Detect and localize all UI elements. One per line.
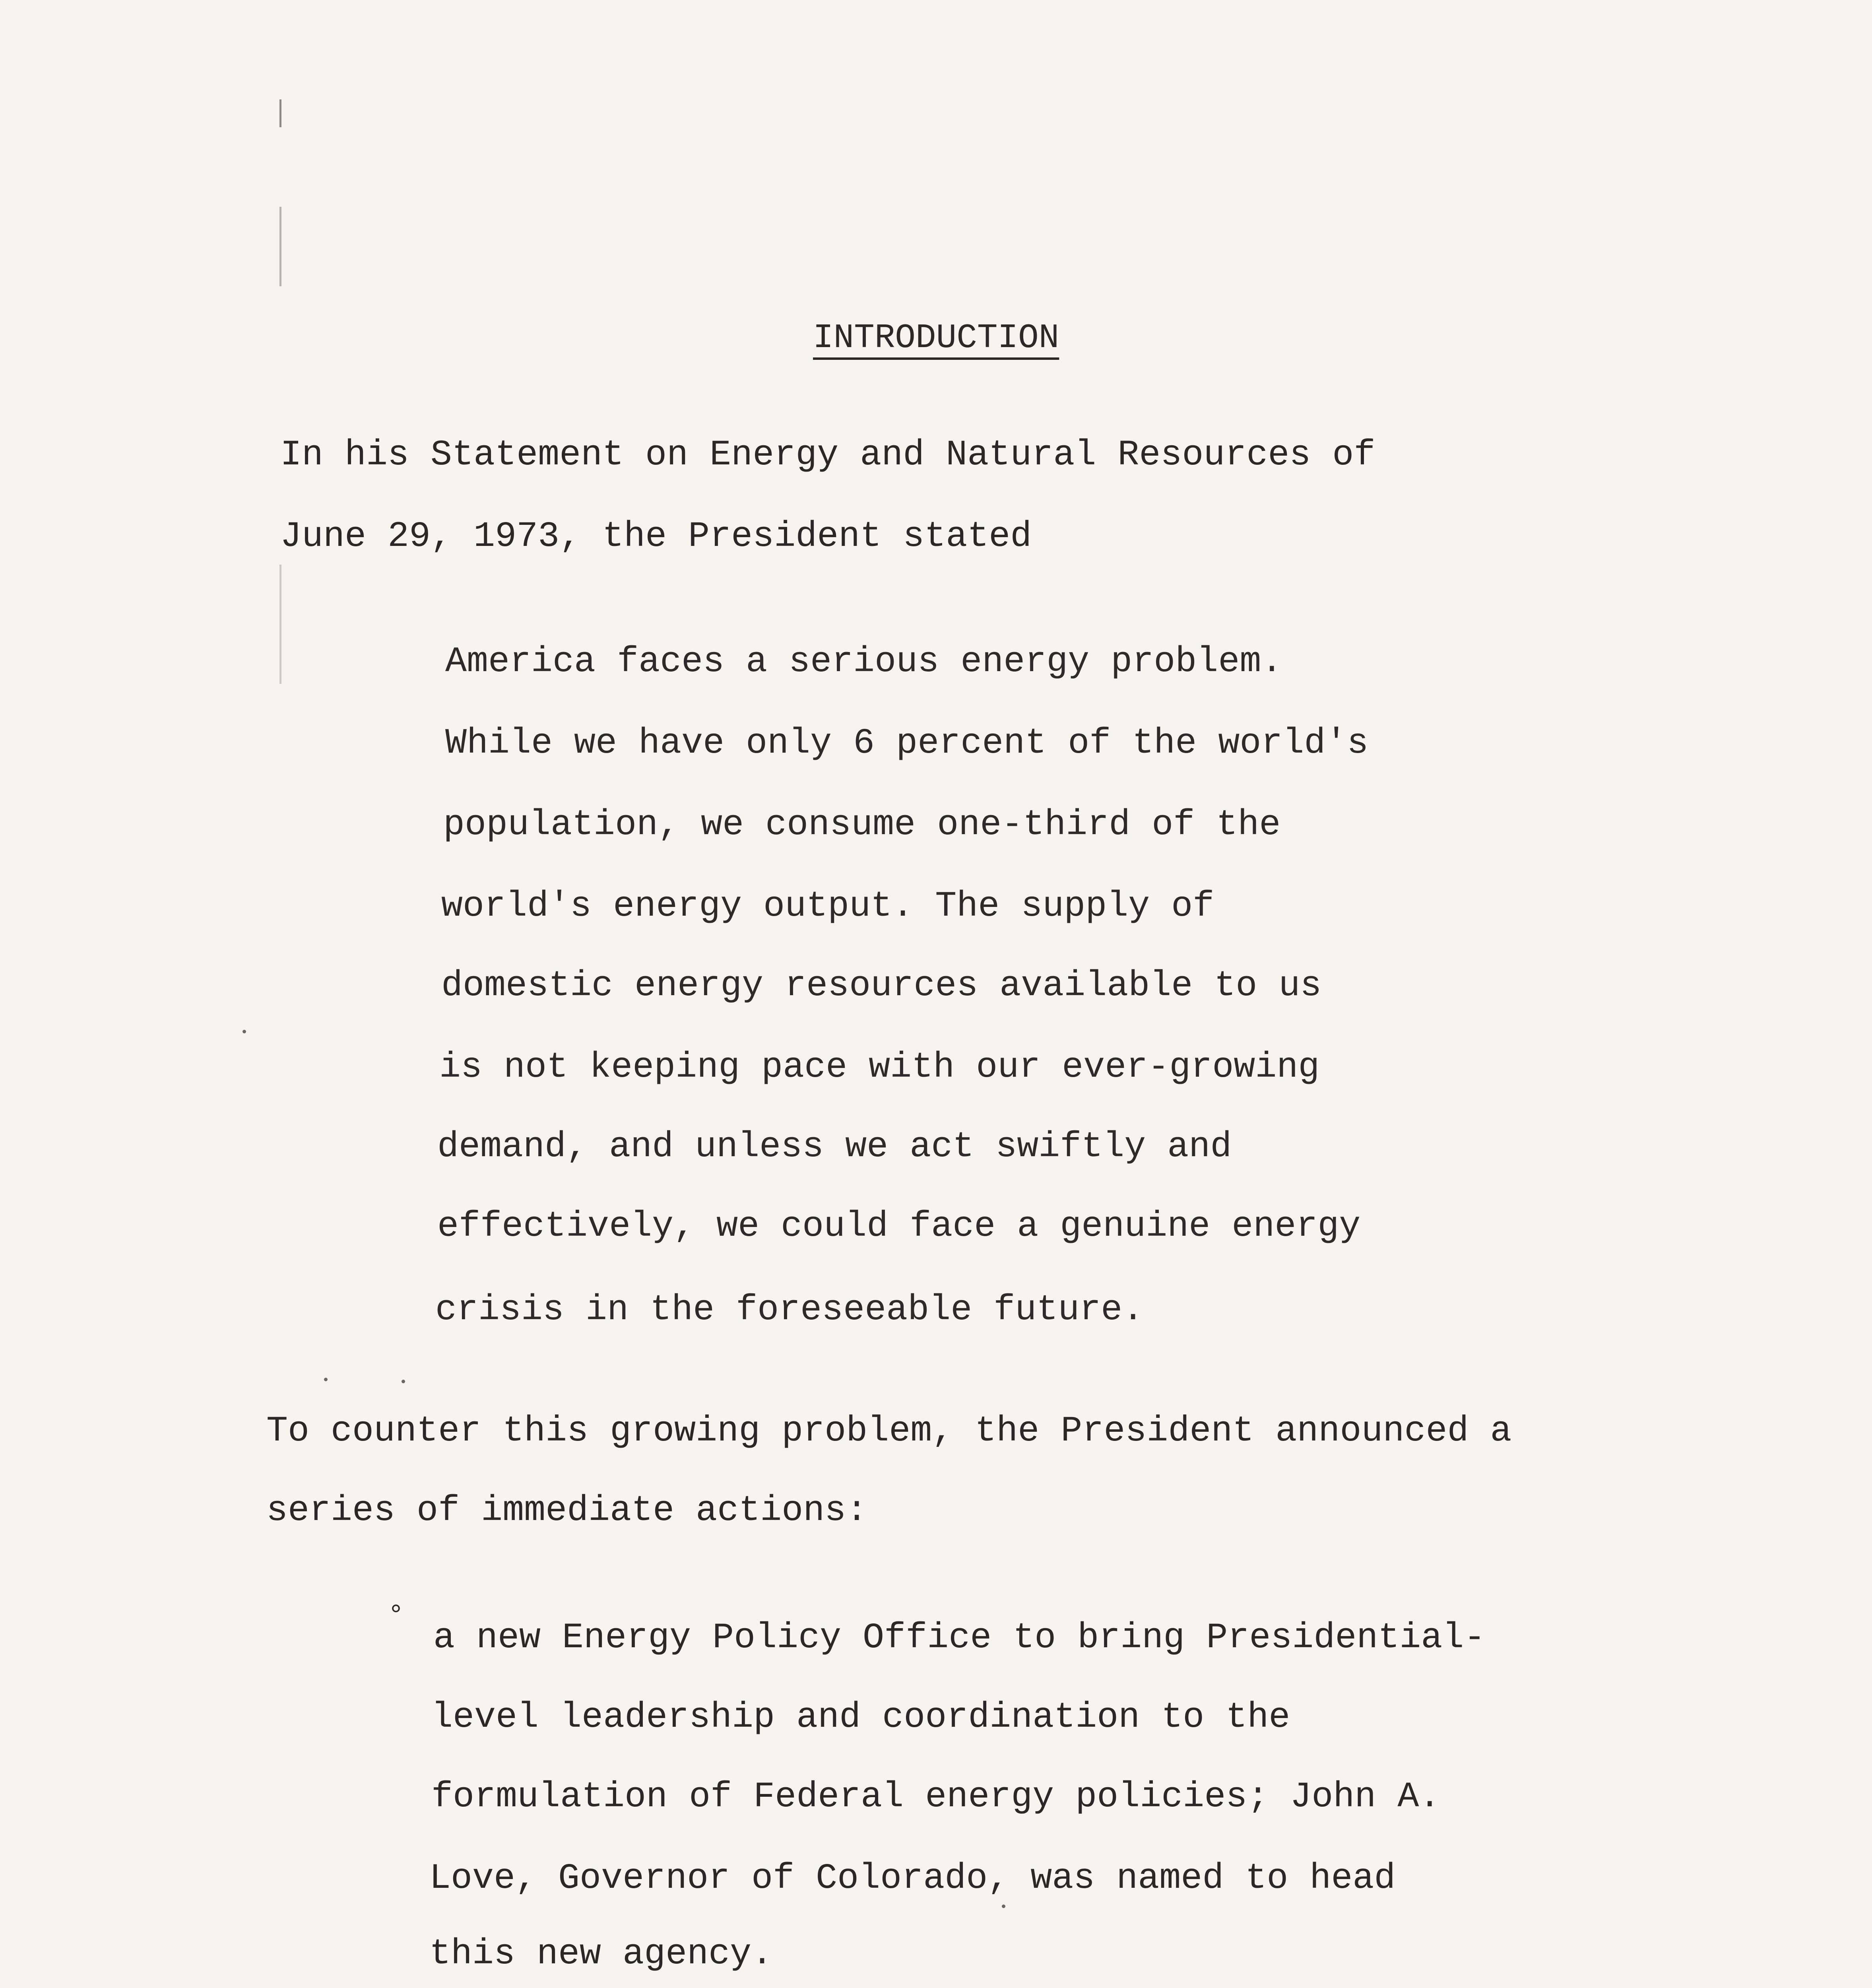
bullet-line: this new agency. <box>429 1934 773 1974</box>
bullet-line: Love, Governor of Colorado, was named to head <box>429 1858 1396 1899</box>
followup-line: series of immediate actions: <box>266 1491 868 1531</box>
quote-line: world's energy output. The supply of <box>441 886 1214 927</box>
speck <box>402 1380 405 1383</box>
quote-line: While we have only 6 percent of the world's <box>445 723 1369 764</box>
margin-mark <box>279 565 281 684</box>
quote-line: demand, and unless we act swiftly and <box>437 1127 1232 1167</box>
quote-line: population, we consume one-third of the <box>443 805 1281 845</box>
intro-line: June 29, 1973, the President stated <box>280 516 1032 557</box>
speck <box>1002 1905 1005 1908</box>
bullet-line: a new Energy Policy Office to bring Presidential- <box>433 1618 1486 1658</box>
bullet-line: formulation of Federal energy policies; John A. <box>431 1777 1441 1817</box>
speck <box>242 1030 246 1033</box>
quote-line: domestic energy resources available to us <box>441 966 1322 1006</box>
margin-mark <box>279 207 281 286</box>
bullet-marker: ° <box>388 1600 405 1632</box>
quote-line: America faces a serious energy problem. <box>445 642 1283 682</box>
quote-line: effectively, we could face a genuine energy <box>437 1206 1361 1247</box>
quote-line: crisis in the foreseeable future. <box>435 1290 1144 1330</box>
intro-line: In his Statement on Energy and Natural Resources of <box>280 435 1375 476</box>
margin-mark <box>279 99 281 127</box>
page-title: INTRODUCTION <box>813 318 1059 357</box>
quote-line: is not keeping pace with our ever-growing <box>439 1047 1320 1088</box>
bullet-line: level leadership and coordination to the <box>431 1697 1290 1738</box>
speck <box>324 1378 328 1381</box>
followup-line: To counter this growing problem, the President announced a <box>266 1411 1512 1452</box>
